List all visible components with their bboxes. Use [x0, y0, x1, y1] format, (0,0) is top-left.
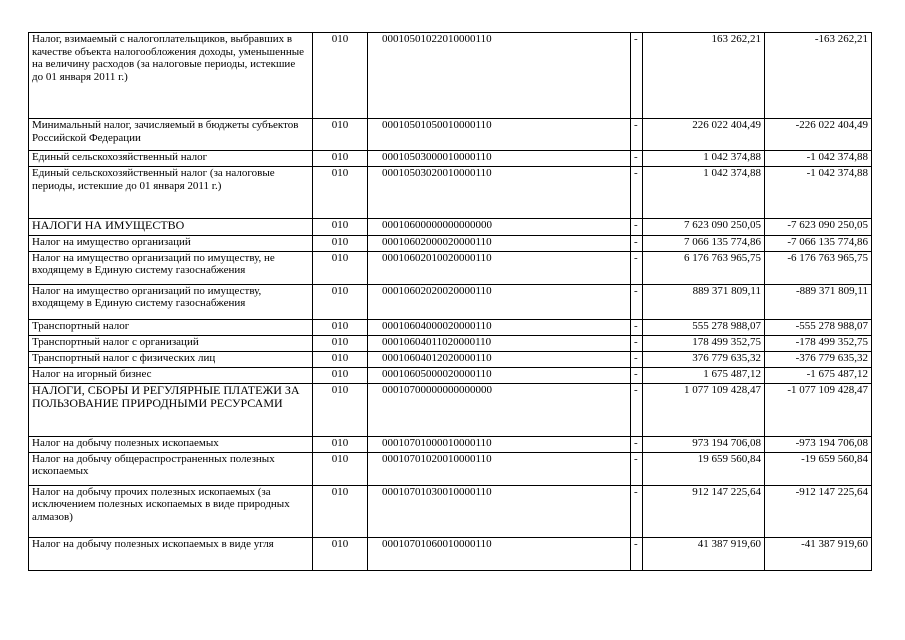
table-row [29, 167, 872, 219]
table-row [29, 119, 872, 151]
row-assigned: - [631, 151, 643, 167]
row-unexecuted: -163 262,21 [765, 33, 872, 119]
row-assigned: - [631, 319, 643, 335]
row-executed: 1 042 374,88 [643, 167, 765, 219]
row-executed: 973 194 706,08 [643, 436, 765, 452]
table-row [29, 33, 872, 119]
table-row [29, 335, 872, 351]
row-name: Единый сельскохозяйственный налог (за налоговые периоды, истекшие до 01 января 2011 г.) [29, 167, 313, 219]
row-name: Транспортный налог с организаций [29, 335, 313, 351]
row-executed: 1 042 374,88 [643, 151, 765, 167]
row-name: Единый сельскохозяйственный налог [29, 151, 313, 167]
row-executed: 912 147 225,64 [643, 485, 765, 537]
row-assigned: - [631, 335, 643, 351]
row-unexecuted: -7 623 090 250,05 [765, 219, 872, 236]
row-code: 010 [313, 235, 368, 251]
row-assigned: - [631, 485, 643, 537]
row-kbk: 00010602010020000110 [368, 251, 631, 284]
row-name: Налог на добычу общераспространенных полезных ископаемых [29, 452, 313, 485]
table-row [29, 284, 872, 319]
row-unexecuted: -376 779 635,32 [765, 351, 872, 367]
row-kbk: 00010503020010000110 [368, 167, 631, 219]
row-code: 010 [313, 436, 368, 452]
row-kbk: 00010604011020000110 [368, 335, 631, 351]
row-name: Минимальный налог, зачисляемый в бюджеты субъектов Российской Федерации [29, 119, 313, 151]
row-executed: 6 176 763 965,75 [643, 251, 765, 284]
row-assigned: - [631, 219, 643, 236]
row-kbk: 00010604012020000110 [368, 351, 631, 367]
row-assigned: - [631, 235, 643, 251]
row-name: Налог на имущество организаций по имуществу, входящему в Единую систему газоснабжения [29, 284, 313, 319]
row-name: НАЛОГИ, СБОРЫ И РЕГУЛЯРНЫЕ ПЛАТЕЖИ ЗА ПОЛЬЗОВАНИЕ ПРИРОДНЫМИ РЕСУРСАМИ [29, 383, 313, 436]
row-code: 010 [313, 151, 368, 167]
row-code: 010 [313, 367, 368, 383]
row-assigned: - [631, 383, 643, 436]
row-code: 010 [313, 537, 368, 570]
row-code: 010 [313, 335, 368, 351]
row-unexecuted: -889 371 809,11 [765, 284, 872, 319]
table-row [29, 235, 872, 251]
table-row [29, 251, 872, 284]
row-assigned: - [631, 436, 643, 452]
row-code: 010 [313, 284, 368, 319]
row-name: Налог на игорный бизнес [29, 367, 313, 383]
row-executed: 226 022 404,49 [643, 119, 765, 151]
row-kbk: 00010700000000000000 [368, 383, 631, 436]
row-code: 010 [313, 33, 368, 119]
row-code: 010 [313, 351, 368, 367]
row-kbk: 00010605000020000110 [368, 367, 631, 383]
row-executed: 889 371 809,11 [643, 284, 765, 319]
row-assigned: - [631, 33, 643, 119]
row-assigned: - [631, 119, 643, 151]
row-code: 010 [313, 383, 368, 436]
row-code: 010 [313, 119, 368, 151]
row-kbk: 00010501022010000110 [368, 33, 631, 119]
table-row [29, 319, 872, 335]
row-code: 010 [313, 319, 368, 335]
row-kbk: 00010701000010000110 [368, 436, 631, 452]
table-row [29, 367, 872, 383]
row-unexecuted: -555 278 988,07 [765, 319, 872, 335]
row-unexecuted: -1 042 374,88 [765, 151, 872, 167]
row-code: 010 [313, 251, 368, 284]
row-name: Налог, взимаемый с налогоплательщиков, выбравших в качестве объекта налогообложения доходы, уменьшенные на величину расходов (за налоговые периоды, истекшие до 01 января 2011 г.) [29, 33, 313, 119]
row-kbk: 00010602000020000110 [368, 235, 631, 251]
row-assigned: - [631, 351, 643, 367]
row-executed: 376 779 635,32 [643, 351, 765, 367]
row-kbk: 00010701030010000110 [368, 485, 631, 537]
row-assigned: - [631, 537, 643, 570]
row-name: Налог на добычу полезных ископаемых [29, 436, 313, 452]
row-kbk: 00010501050010000110 [368, 119, 631, 151]
row-executed: 1 675 487,12 [643, 367, 765, 383]
row-executed: 7 623 090 250,05 [643, 219, 765, 236]
row-unexecuted: -6 176 763 965,75 [765, 251, 872, 284]
row-unexecuted: -973 194 706,08 [765, 436, 872, 452]
row-kbk: 00010602020020000110 [368, 284, 631, 319]
table-row [29, 151, 872, 167]
row-unexecuted: -1 675 487,12 [765, 367, 872, 383]
row-name: Налог на имущество организаций [29, 235, 313, 251]
row-assigned: - [631, 167, 643, 219]
table-row [29, 452, 872, 485]
row-unexecuted: -912 147 225,64 [765, 485, 872, 537]
table-row [29, 219, 872, 236]
row-code: 010 [313, 452, 368, 485]
row-assigned: - [631, 367, 643, 383]
table-row [29, 485, 872, 537]
row-unexecuted: -41 387 919,60 [765, 537, 872, 570]
row-unexecuted: -1 042 374,88 [765, 167, 872, 219]
row-assigned: - [631, 452, 643, 485]
row-kbk: 00010701020010000110 [368, 452, 631, 485]
row-unexecuted: -1 077 109 428,47 [765, 383, 872, 436]
table-row [29, 351, 872, 367]
row-executed: 1 077 109 428,47 [643, 383, 765, 436]
row-unexecuted: -226 022 404,49 [765, 119, 872, 151]
row-name: Транспортный налог с физических лиц [29, 351, 313, 367]
row-executed: 555 278 988,07 [643, 319, 765, 335]
row-kbk: 00010701060010000110 [368, 537, 631, 570]
row-name: НАЛОГИ НА ИМУЩЕСТВО [29, 219, 313, 236]
row-executed: 163 262,21 [643, 33, 765, 119]
table-row [29, 383, 872, 436]
row-name: Транспортный налог [29, 319, 313, 335]
row-unexecuted: -7 066 135 774,86 [765, 235, 872, 251]
row-executed: 178 499 352,75 [643, 335, 765, 351]
table-row [29, 537, 872, 570]
budget-execution-table [28, 32, 872, 571]
row-name: Налог на добычу полезных ископаемых в виде угля [29, 537, 313, 570]
row-assigned: - [631, 251, 643, 284]
row-executed: 19 659 560,84 [643, 452, 765, 485]
row-name: Налог на имущество организаций по имуществу, не входящему в Единую систему газоснабжения [29, 251, 313, 284]
row-code: 010 [313, 167, 368, 219]
row-assigned: - [631, 284, 643, 319]
row-executed: 7 066 135 774,86 [643, 235, 765, 251]
row-code: 010 [313, 485, 368, 537]
row-name: Налог на добычу прочих полезных ископаемых (за исключением полезных ископаемых в виде природных алмазов) [29, 485, 313, 537]
row-unexecuted: -178 499 352,75 [765, 335, 872, 351]
table-row [29, 436, 872, 452]
row-kbk: 00010503000010000110 [368, 151, 631, 167]
row-executed: 41 387 919,60 [643, 537, 765, 570]
row-code: 010 [313, 219, 368, 236]
row-unexecuted: -19 659 560,84 [765, 452, 872, 485]
row-kbk: 00010604000020000110 [368, 319, 631, 335]
row-kbk: 00010600000000000000 [368, 219, 631, 236]
